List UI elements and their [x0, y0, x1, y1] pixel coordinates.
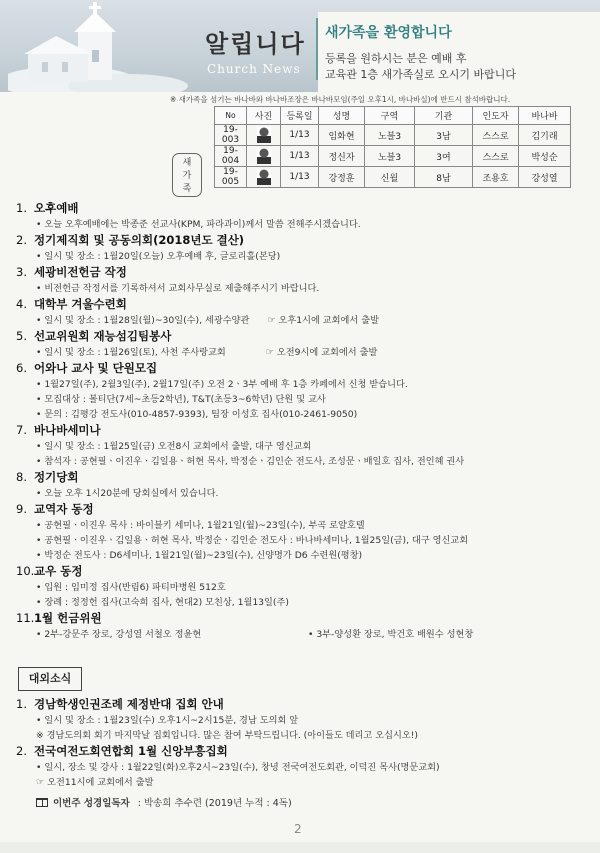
cell-barnabas: 김기래: [519, 125, 571, 146]
section-item: ※ 경남도의회 회기 마지막날 집회입니다. 많은 참여 부탁드립니다. (아이들도 데리고 오십시오!): [36, 730, 418, 741]
cell-district: 노블3: [365, 146, 415, 167]
cell-district: 신월: [365, 167, 415, 188]
section-item: • 오늘 오후 1시20분에 당회실에서 있습니다.: [36, 488, 219, 499]
section-item: • 공현필ㆍ이진우ㆍ김일용ㆍ허현 목사, 박정순ㆍ김인순 전도사 : 바나바세미나, 1월25일(금), 대구 영신교회: [36, 535, 469, 546]
section-barnabas-seminar: [16, 422, 586, 469]
announcements: [16, 200, 586, 642]
cell-date: 1/13: [281, 125, 319, 146]
th-no: No: [215, 107, 247, 125]
cell-date: 1/13: [281, 146, 319, 167]
member-photo: [257, 148, 271, 164]
member-photo: [257, 127, 271, 143]
external-news: [16, 696, 586, 790]
bible-reading-line: [36, 795, 292, 809]
church-illustration: [8, 0, 198, 92]
section-mission-team: [16, 328, 586, 360]
cell-name: 강정훈: [319, 167, 365, 188]
th-district: 구역: [365, 107, 415, 125]
section-item: ☞ 오전11시에 교회에서 출발: [36, 777, 154, 788]
section-item: • 참석자 : 공현필ㆍ이진우ㆍ김일용ㆍ허현 목사, 박정순ㆍ김인순 전도사, 조성문ㆍ배일호 집사, 전인혜 권사: [36, 456, 465, 467]
section-item: • 입원 : 임미정 집사(반림6) 파티마병원 512호: [36, 582, 226, 593]
section-item: • 일시, 장소 및 강사 : 1월22일(화)오후2시~23일(수), 창녕 전국여전도회관, 이덕진 목사(명문교회): [36, 762, 440, 773]
cell-no: 19-004: [215, 146, 247, 167]
th-group: 기관: [415, 107, 473, 125]
section-item: • 장례 : 정정헌 집사(고숙희 집사, 현대2) 모친상, 1월13일(주): [36, 597, 289, 608]
welcome-title: 새가족을 환영합니다: [325, 25, 452, 41]
book-icon: [36, 798, 48, 807]
cell-group: 8남: [415, 167, 473, 188]
section-item: • 일시 및 장소 : 1월25일(금) 오전8시 교회에서 출발, 대구 영신교회: [36, 441, 312, 452]
new-member-table: [214, 106, 571, 188]
section-title: 8. 정기당회: [16, 470, 79, 484]
table-row: [215, 125, 571, 146]
page-subtitle: Church News: [207, 62, 301, 76]
section-title: 2. 정기제직회 및 공동의회(2018년도 결산): [16, 233, 245, 247]
th-guide: 인도자: [473, 107, 519, 125]
external-item-rally: [16, 696, 586, 743]
cell-date: 1/13: [281, 167, 319, 188]
th-barnabas: 바나바: [519, 107, 571, 125]
table-row: [215, 146, 571, 167]
cell-barnabas: 강성열: [519, 167, 571, 188]
section-item: • 일시 및 장소 : 1월23일(수) 오후1시~2시15분, 경남 도의회 앞: [36, 715, 299, 726]
section-offering-committee: [16, 610, 586, 642]
section-title: 6. 어와나 교사 및 단원모집: [16, 361, 158, 375]
section-item: • 1월27일(주), 2월3일(주), 2월17일(주) 오전 2ㆍ3부 예배 후 1층 카페에서 신청 받습니다.: [36, 379, 408, 390]
section-afternoon-service: [16, 200, 586, 232]
barnabas-note: ※ 새가족을 섬기는 바나바와 바나바조장은 바나바모임(주일 오후1시, 바나바실)에 반드시 참석바랍니다.: [170, 95, 511, 104]
cell-barnabas: 박성순: [519, 146, 571, 167]
cell-guide: 스스로: [473, 125, 519, 146]
footer-band: [0, 842, 600, 853]
section-item: • 문의 : 김평강 전도사(010-4857-9393), 팀장 이성호 집사(010-2461-9050): [36, 409, 358, 420]
cell-photo: [247, 146, 281, 167]
cell-district: 노블3: [365, 125, 415, 146]
section-title: 7. 바나바세미나: [16, 423, 101, 437]
section-item: • 일시 및 장소 : 1월20일(오늘) 오후예배 후, 글로리홀(본당): [36, 251, 281, 262]
divider: [316, 18, 318, 80]
th-name: 성명: [319, 107, 365, 125]
th-photo: 사진: [247, 107, 281, 125]
hand-pointer-note: ☞ 오후1시에 교회에서 출발: [267, 315, 379, 326]
external-item-revival: [16, 743, 586, 790]
section-session: [16, 469, 586, 501]
cell-photo: [247, 167, 281, 188]
section-college-retreat: [16, 296, 586, 328]
section-item: • 일시 및 장소 : 1월28일(월)~30일(수), 세광수양관 ☞ 오후1시에 교회에서 출발: [36, 315, 379, 326]
table-header-row: [215, 107, 571, 125]
header: [0, 0, 600, 92]
hand-pointer-note: ☞ 오전9시에 교회에서 출발: [265, 347, 378, 358]
table-row: [215, 167, 571, 188]
section-item: • 일시 및 장소 : 1월26일(토), 사천 주사랑교회 ☞ 오전9시에 교회에서 출발: [36, 347, 378, 358]
cell-no: 19-003: [215, 125, 247, 146]
bible-reading-label: 이번주 성경일독자: [53, 798, 130, 809]
bible-reading-text: : 박송희 추수련 (2019년 누적 : 4독): [137, 798, 292, 809]
section-title: 4. 대학부 겨울수련회: [16, 297, 127, 311]
section-title: 9. 교역자 동정: [16, 502, 94, 516]
cell-guide: 스스로: [473, 146, 519, 167]
cell-name: 정신자: [319, 146, 365, 167]
section-item: • 공현필ㆍ이진우 목사 : 바이블키 세미나, 1월21일(월)~23일(수), 부곡 로얄호텔: [36, 520, 365, 531]
section-meeting: [16, 232, 586, 264]
new-family-tag: [172, 153, 202, 197]
th-date: 등록일: [281, 107, 319, 125]
cell-no: 19-005: [215, 167, 247, 188]
cell-name: 임화현: [319, 125, 365, 146]
section-vision-offering: [16, 264, 586, 296]
new-family-tag-label: 새가족: [182, 158, 192, 194]
section-title: 1. 경남학생인권조례 제정반대 집회 안내: [16, 697, 224, 711]
section-awana: [16, 360, 586, 422]
welcome-line-1: 등록을 원하시는 분은 예배 후: [325, 52, 467, 65]
section-item: • 모집대상 : 볼티단(7세~초등2학년), T&T(초등3~6학년) 단원 및 교사: [36, 394, 326, 405]
page-title: 알립니다: [205, 30, 306, 58]
cell-group: 3여: [415, 146, 473, 167]
section-title: 10.교우 동정: [16, 564, 83, 578]
member-photo: [257, 169, 271, 185]
page-number: 2: [294, 822, 302, 836]
cell-group: 3남: [415, 125, 473, 146]
section-title: 5. 선교위원회 재능섬김팀봉사: [16, 329, 172, 343]
section-item: • 박정순 전도사 : D6세미나, 1월21일(월)~23일(수), 신양명가 D6 수련원(평창): [36, 550, 363, 561]
section-item: • 2부-강문주 장로, 강성열 서철오 정윤현 • 3부-양성환 장로, 박건호 배원수 성현창: [36, 629, 474, 640]
section-item: • 오늘 오후예배에는 박종준 선교사(KPM, 파라과이)께서 말씀 전해주시겠습니다.: [36, 219, 361, 230]
cell-photo: [247, 125, 281, 146]
external-news-label: 대외소식: [18, 667, 82, 691]
section-title: 1. 오후예배: [16, 201, 79, 215]
section-member-news: [16, 563, 586, 610]
welcome-line-2: 교육관 1층 새가족실로 오시기 바랍니다: [325, 68, 516, 81]
section-item: • 비전헌금 작정서를 기록하셔서 교회사무실로 제출해주시기 바랍니다.: [36, 283, 320, 294]
section-title: 11.1월 헌금위원: [16, 611, 102, 625]
section-title: 2. 전국여전도회연합회 1월 신앙부흥집회: [16, 744, 228, 758]
section-title: 3. 세광비전헌금 작정: [16, 265, 127, 279]
section-clergy-news: [16, 501, 586, 563]
cell-guide: 조용호: [473, 167, 519, 188]
